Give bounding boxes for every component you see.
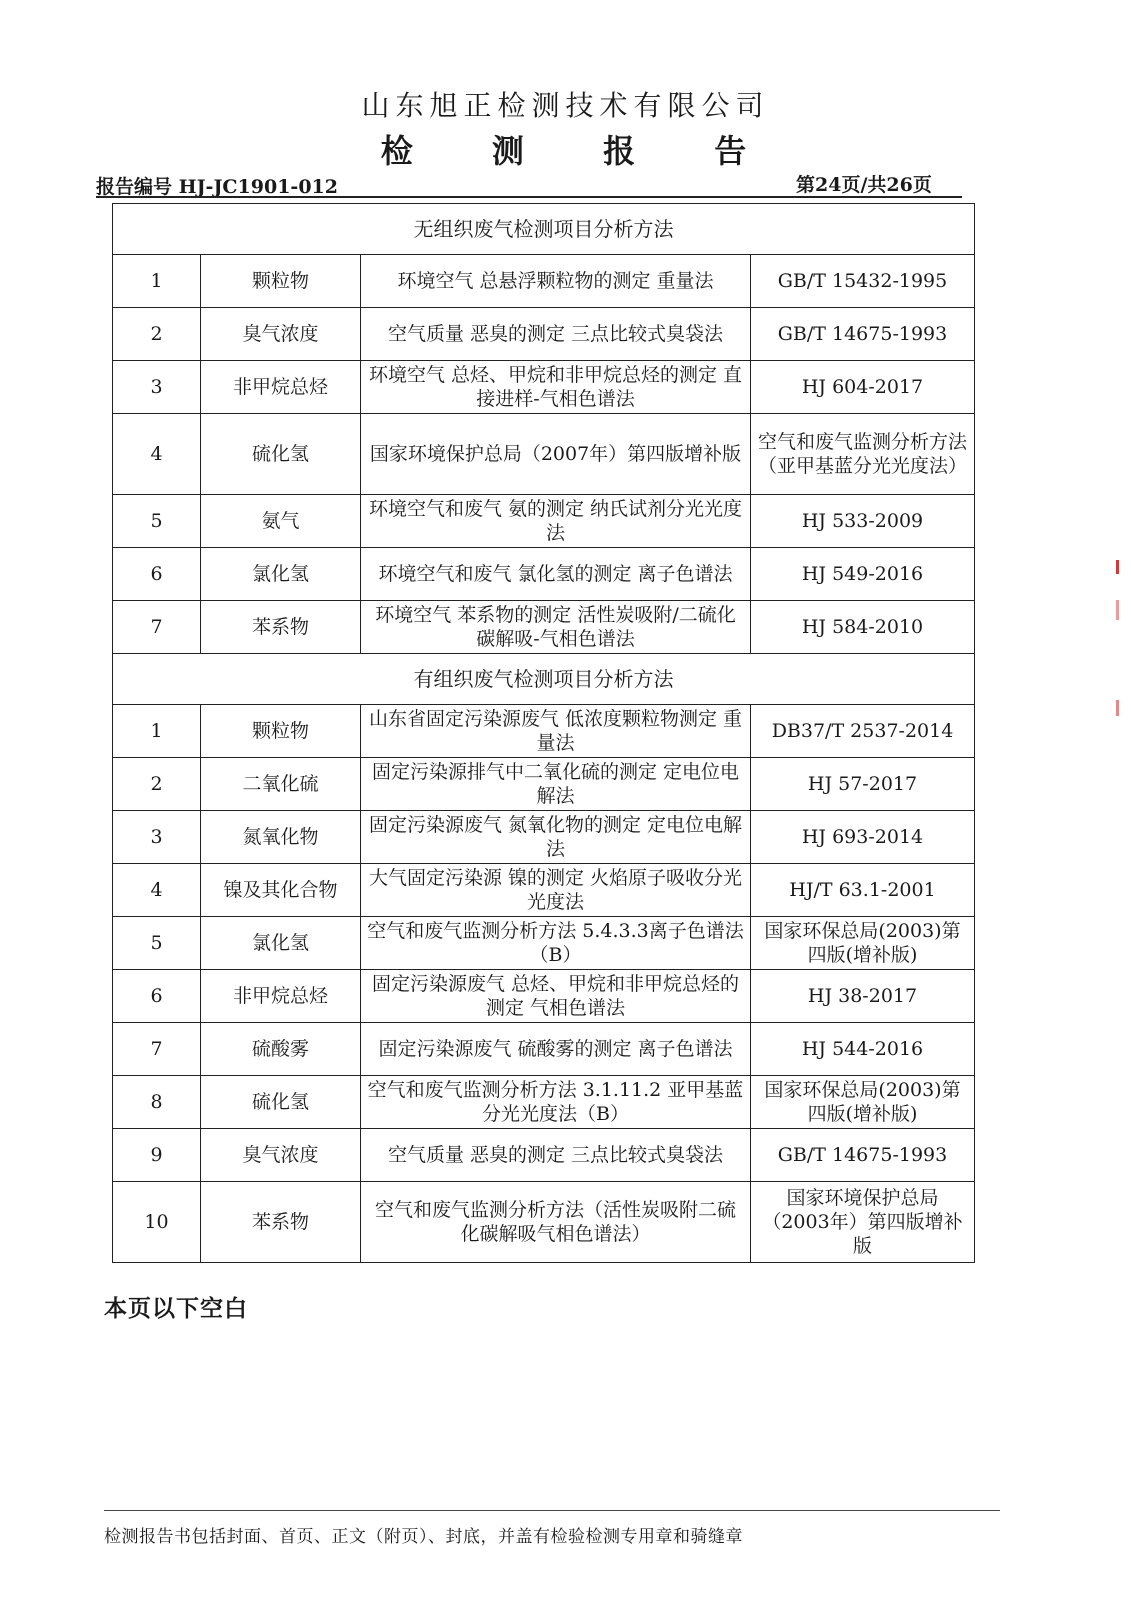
row-method: 环境空气和废气 氨的测定 纳氏试剂分光光度法 xyxy=(361,495,751,548)
row-method: 固定污染源废气 硫酸雾的测定 离子色谱法 xyxy=(361,1023,751,1076)
table-row xyxy=(113,361,975,414)
row-method: 国家环境保护总局（2007年）第四版增补版 xyxy=(361,414,751,495)
header-divider xyxy=(96,196,962,198)
row-standard: GB/T 14675-1993 xyxy=(751,308,975,361)
row-item: 硫化氢 xyxy=(201,414,361,495)
table-row xyxy=(113,1023,975,1076)
seal-edge-mark xyxy=(1116,560,1119,574)
row-method: 空气和废气监测分析方法（活性炭吸附二硫化碳解吸气相色谱法） xyxy=(361,1182,751,1263)
analysis-methods-table xyxy=(112,203,975,1263)
row-standard: HJ/T 63.1-2001 xyxy=(751,864,975,917)
table-row xyxy=(113,414,975,495)
footer-divider xyxy=(104,1510,1000,1511)
row-standard: HJ 549-2016 xyxy=(751,548,975,601)
row-number: 4 xyxy=(113,864,201,917)
row-standard: HJ 544-2016 xyxy=(751,1023,975,1076)
row-item: 颗粒物 xyxy=(201,705,361,758)
blank-below-note: 本页以下空白 xyxy=(104,1295,248,1322)
row-number: 5 xyxy=(113,495,201,548)
row-standard: HJ 584-2010 xyxy=(751,601,975,654)
row-standard: HJ 533-2009 xyxy=(751,495,975,548)
row-method: 固定污染源废气 总烃、甲烷和非甲烷总烃的测定 气相色谱法 xyxy=(361,970,751,1023)
row-number: 3 xyxy=(113,811,201,864)
row-item: 苯系物 xyxy=(201,1182,361,1263)
table-row xyxy=(113,811,975,864)
table-row xyxy=(113,1129,975,1182)
footer-note: 检测报告书包括封面、首页、正文（附页）、封底，并盖有检验检测专用章和骑缝章 xyxy=(104,1527,743,1547)
document-title: 检 测 报 告 xyxy=(380,132,781,170)
section-header-row xyxy=(113,654,975,705)
row-number: 9 xyxy=(113,1129,201,1182)
row-number: 1 xyxy=(113,255,201,308)
row-method: 空气和废气监测分析方法 5.4.3.3离子色谱法（B） xyxy=(361,917,751,970)
row-number: 3 xyxy=(113,361,201,414)
row-standard: GB/T 15432-1995 xyxy=(751,255,975,308)
row-item: 臭气浓度 xyxy=(201,1129,361,1182)
row-standard: 空气和废气监测分析方法 （亚甲基蓝分光光度法） xyxy=(751,414,975,495)
row-standard: 国家环境保护总局（2003年）第四版增补版 xyxy=(751,1182,975,1263)
row-item: 硫酸雾 xyxy=(201,1023,361,1076)
row-number: 6 xyxy=(113,970,201,1023)
row-item: 颗粒物 xyxy=(201,255,361,308)
row-method: 山东省固定污染源废气 低浓度颗粒物测定 重量法 xyxy=(361,705,751,758)
row-number: 1 xyxy=(113,705,201,758)
row-item: 非甲烷总烃 xyxy=(201,361,361,414)
company-name: 山东旭正检测技术有限公司 xyxy=(361,89,770,122)
table-row xyxy=(113,1076,975,1129)
section-title: 有组织废气检测项目分析方法 xyxy=(113,654,975,705)
row-standard: HJ 604-2017 xyxy=(751,361,975,414)
table-row xyxy=(113,970,975,1023)
row-standard: HJ 693-2014 xyxy=(751,811,975,864)
section-header-row xyxy=(113,204,975,255)
row-method: 固定污染源废气 氮氧化物的测定 定电位电解法 xyxy=(361,811,751,864)
row-method: 空气质量 恶臭的测定 三点比较式臭袋法 xyxy=(361,1129,751,1182)
table-row xyxy=(113,308,975,361)
row-number: 7 xyxy=(113,1023,201,1076)
report-number: 报告编号 HJ-JC1901-012 xyxy=(96,176,338,198)
row-item: 氯化氢 xyxy=(201,917,361,970)
row-standard: 国家环保总局(2003)第四版(增补版) xyxy=(751,1076,975,1129)
row-item: 氨气 xyxy=(201,495,361,548)
row-item: 苯系物 xyxy=(201,601,361,654)
row-method: 固定污染源排气中二氧化硫的测定 定电位电解法 xyxy=(361,758,751,811)
row-item: 硫化氢 xyxy=(201,1076,361,1129)
row-standard: HJ 38-2017 xyxy=(751,970,975,1023)
row-method: 环境空气和废气 氯化氢的测定 离子色谱法 xyxy=(361,548,751,601)
seal-edge-mark xyxy=(1116,600,1119,620)
row-method: 环境空气 总烃、甲烷和非甲烷总烃的测定 直接进样-气相色谱法 xyxy=(361,361,751,414)
row-number: 10 xyxy=(113,1182,201,1263)
row-item: 非甲烷总烃 xyxy=(201,970,361,1023)
table-row xyxy=(113,548,975,601)
row-number: 5 xyxy=(113,917,201,970)
row-method: 大气固定污染源 镍的测定 火焰原子吸收分光光度法 xyxy=(361,864,751,917)
row-number: 7 xyxy=(113,601,201,654)
table-row xyxy=(113,255,975,308)
table-row xyxy=(113,917,975,970)
row-standard: DB37/T 2537-2014 xyxy=(751,705,975,758)
row-item: 臭气浓度 xyxy=(201,308,361,361)
row-method: 环境空气 苯系物的测定 活性炭吸附/二硫化碳解吸-气相色谱法 xyxy=(361,601,751,654)
table-row xyxy=(113,1182,975,1263)
row-number: 4 xyxy=(113,414,201,495)
row-method: 空气质量 恶臭的测定 三点比较式臭袋法 xyxy=(361,308,751,361)
section-title: 无组织废气检测项目分析方法 xyxy=(113,204,975,255)
seal-edge-mark xyxy=(1116,700,1119,716)
table-row xyxy=(113,601,975,654)
row-standard: 国家环保总局(2003)第四版(增补版) xyxy=(751,917,975,970)
table-row xyxy=(113,495,975,548)
page-indicator: 第24页/共26页 xyxy=(796,174,932,196)
row-standard: HJ 57-2017 xyxy=(751,758,975,811)
row-number: 6 xyxy=(113,548,201,601)
row-item: 氯化氢 xyxy=(201,548,361,601)
row-number: 2 xyxy=(113,758,201,811)
table-row xyxy=(113,758,975,811)
row-number: 8 xyxy=(113,1076,201,1129)
table-row xyxy=(113,864,975,917)
row-item: 镍及其化合物 xyxy=(201,864,361,917)
row-item: 氮氧化物 xyxy=(201,811,361,864)
row-item: 二氧化硫 xyxy=(201,758,361,811)
row-method: 空气和废气监测分析方法 3.1.11.2 亚甲基蓝分光光度法（B） xyxy=(361,1076,751,1129)
row-standard: GB/T 14675-1993 xyxy=(751,1129,975,1182)
row-method: 环境空气 总悬浮颗粒物的测定 重量法 xyxy=(361,255,751,308)
row-number: 2 xyxy=(113,308,201,361)
table-row xyxy=(113,705,975,758)
